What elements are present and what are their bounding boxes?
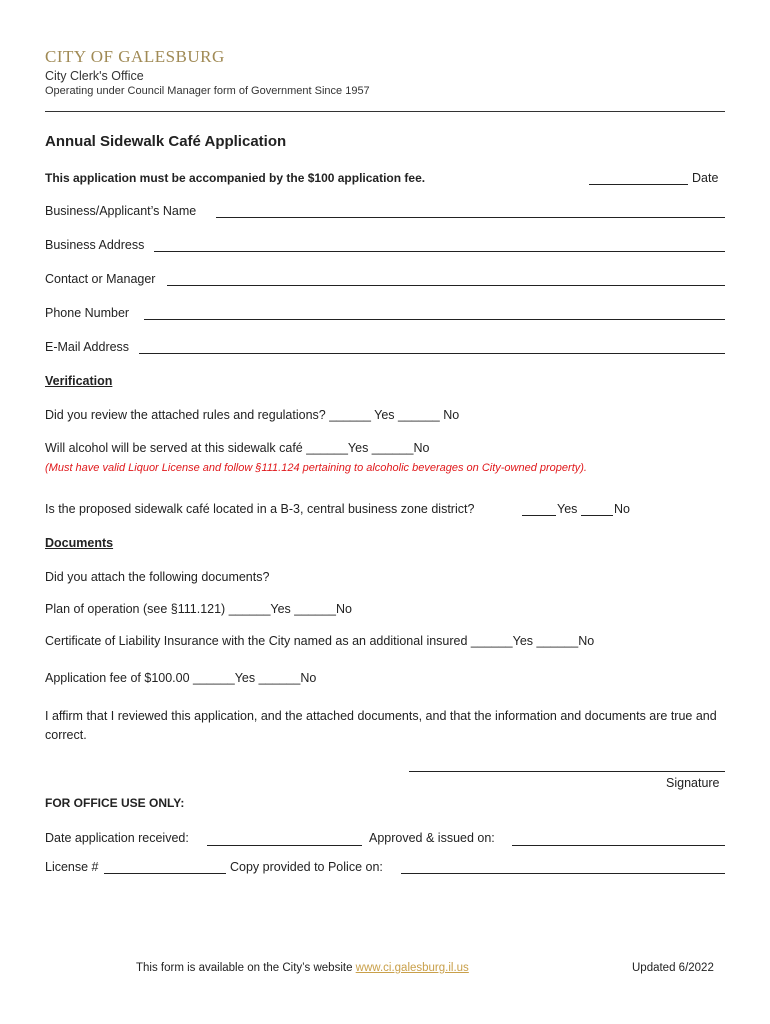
- plan-question[interactable]: Plan of operation (see §111.121) ______Yes ______No: [45, 602, 352, 616]
- documents-heading: Documents: [45, 536, 114, 550]
- approved-field[interactable]: [512, 845, 725, 846]
- insurance-question[interactable]: Certificate of Liability Insurance with the City named as an additional insured ______Yes ______No: [45, 634, 595, 648]
- b3-yes-label: Yes: [557, 502, 578, 516]
- contact-field[interactable]: [167, 285, 725, 286]
- header-divider: [45, 111, 725, 112]
- approved-label: Approved & issued on:: [369, 831, 495, 845]
- contact-label: Contact or Manager: [45, 272, 156, 286]
- license-label: License #: [45, 860, 99, 874]
- police-copy-field[interactable]: [401, 873, 725, 874]
- office-name: City Clerk's Office: [45, 69, 144, 83]
- office-use-heading: FOR OFFICE USE ONLY:: [45, 796, 185, 810]
- affirmation: I affirm that I reviewed this application, and the attached documents, and that the information and documents are true and correct.: [45, 709, 717, 742]
- phone-label: Phone Number: [45, 306, 130, 320]
- tagline: Operating under Council Manager form of Government Since 1957: [45, 85, 370, 97]
- form-title: Annual Sidewalk Café Application: [45, 133, 287, 150]
- business-address-field[interactable]: [154, 251, 725, 252]
- signature-label: Signature: [666, 776, 720, 790]
- updated-date: Updated 6/2022: [632, 962, 714, 974]
- b3-yes-blank[interactable]: [522, 515, 556, 516]
- email-field[interactable]: [139, 353, 725, 354]
- documents-intro: Did you attach the following documents?: [45, 570, 270, 584]
- police-copy-label: Copy provided to Police on:: [230, 860, 383, 874]
- received-field[interactable]: [207, 845, 362, 846]
- fee-question[interactable]: Application fee of $100.00 ______Yes ______No: [45, 671, 317, 685]
- alcohol-question[interactable]: Will alcohol will be served at this sidewalk café ______Yes ______No: [45, 441, 430, 455]
- date-label: Date: [692, 171, 719, 185]
- verification-heading: Verification: [45, 374, 113, 388]
- footer-website-text: This form is available on the City’s website: [136, 962, 353, 974]
- business-name-field[interactable]: [216, 217, 725, 218]
- b3-no-blank[interactable]: [581, 515, 613, 516]
- website-link[interactable]: www.ci.galesburg.il.us: [355, 962, 469, 974]
- license-field[interactable]: [104, 873, 226, 874]
- footer-website: [136, 962, 469, 974]
- business-name-label: Business/Applicant’s Name: [45, 204, 197, 218]
- email-label: E-Mail Address: [45, 340, 130, 354]
- business-address-label: Business Address: [45, 238, 145, 252]
- received-label: Date application received:: [45, 831, 189, 845]
- phone-field[interactable]: [144, 319, 725, 320]
- b3-question: Is the proposed sidewalk café located in a B-3, central business zone district?: [45, 502, 475, 516]
- b3-no-label: No: [614, 502, 630, 516]
- signature-field[interactable]: [409, 771, 725, 772]
- fee-notice: This application must be accompanied by the $100 application fee.: [45, 171, 426, 185]
- liquor-note: (Must have valid Liquor License and follow §111.124 pertaining to alcoholic beverages on City-owned property).: [45, 462, 587, 474]
- date-field[interactable]: [589, 184, 688, 185]
- rules-question[interactable]: Did you review the attached rules and regulations? ______ Yes ______ No: [45, 408, 460, 422]
- org-name: CITY OF GALESBURG: [45, 47, 225, 66]
